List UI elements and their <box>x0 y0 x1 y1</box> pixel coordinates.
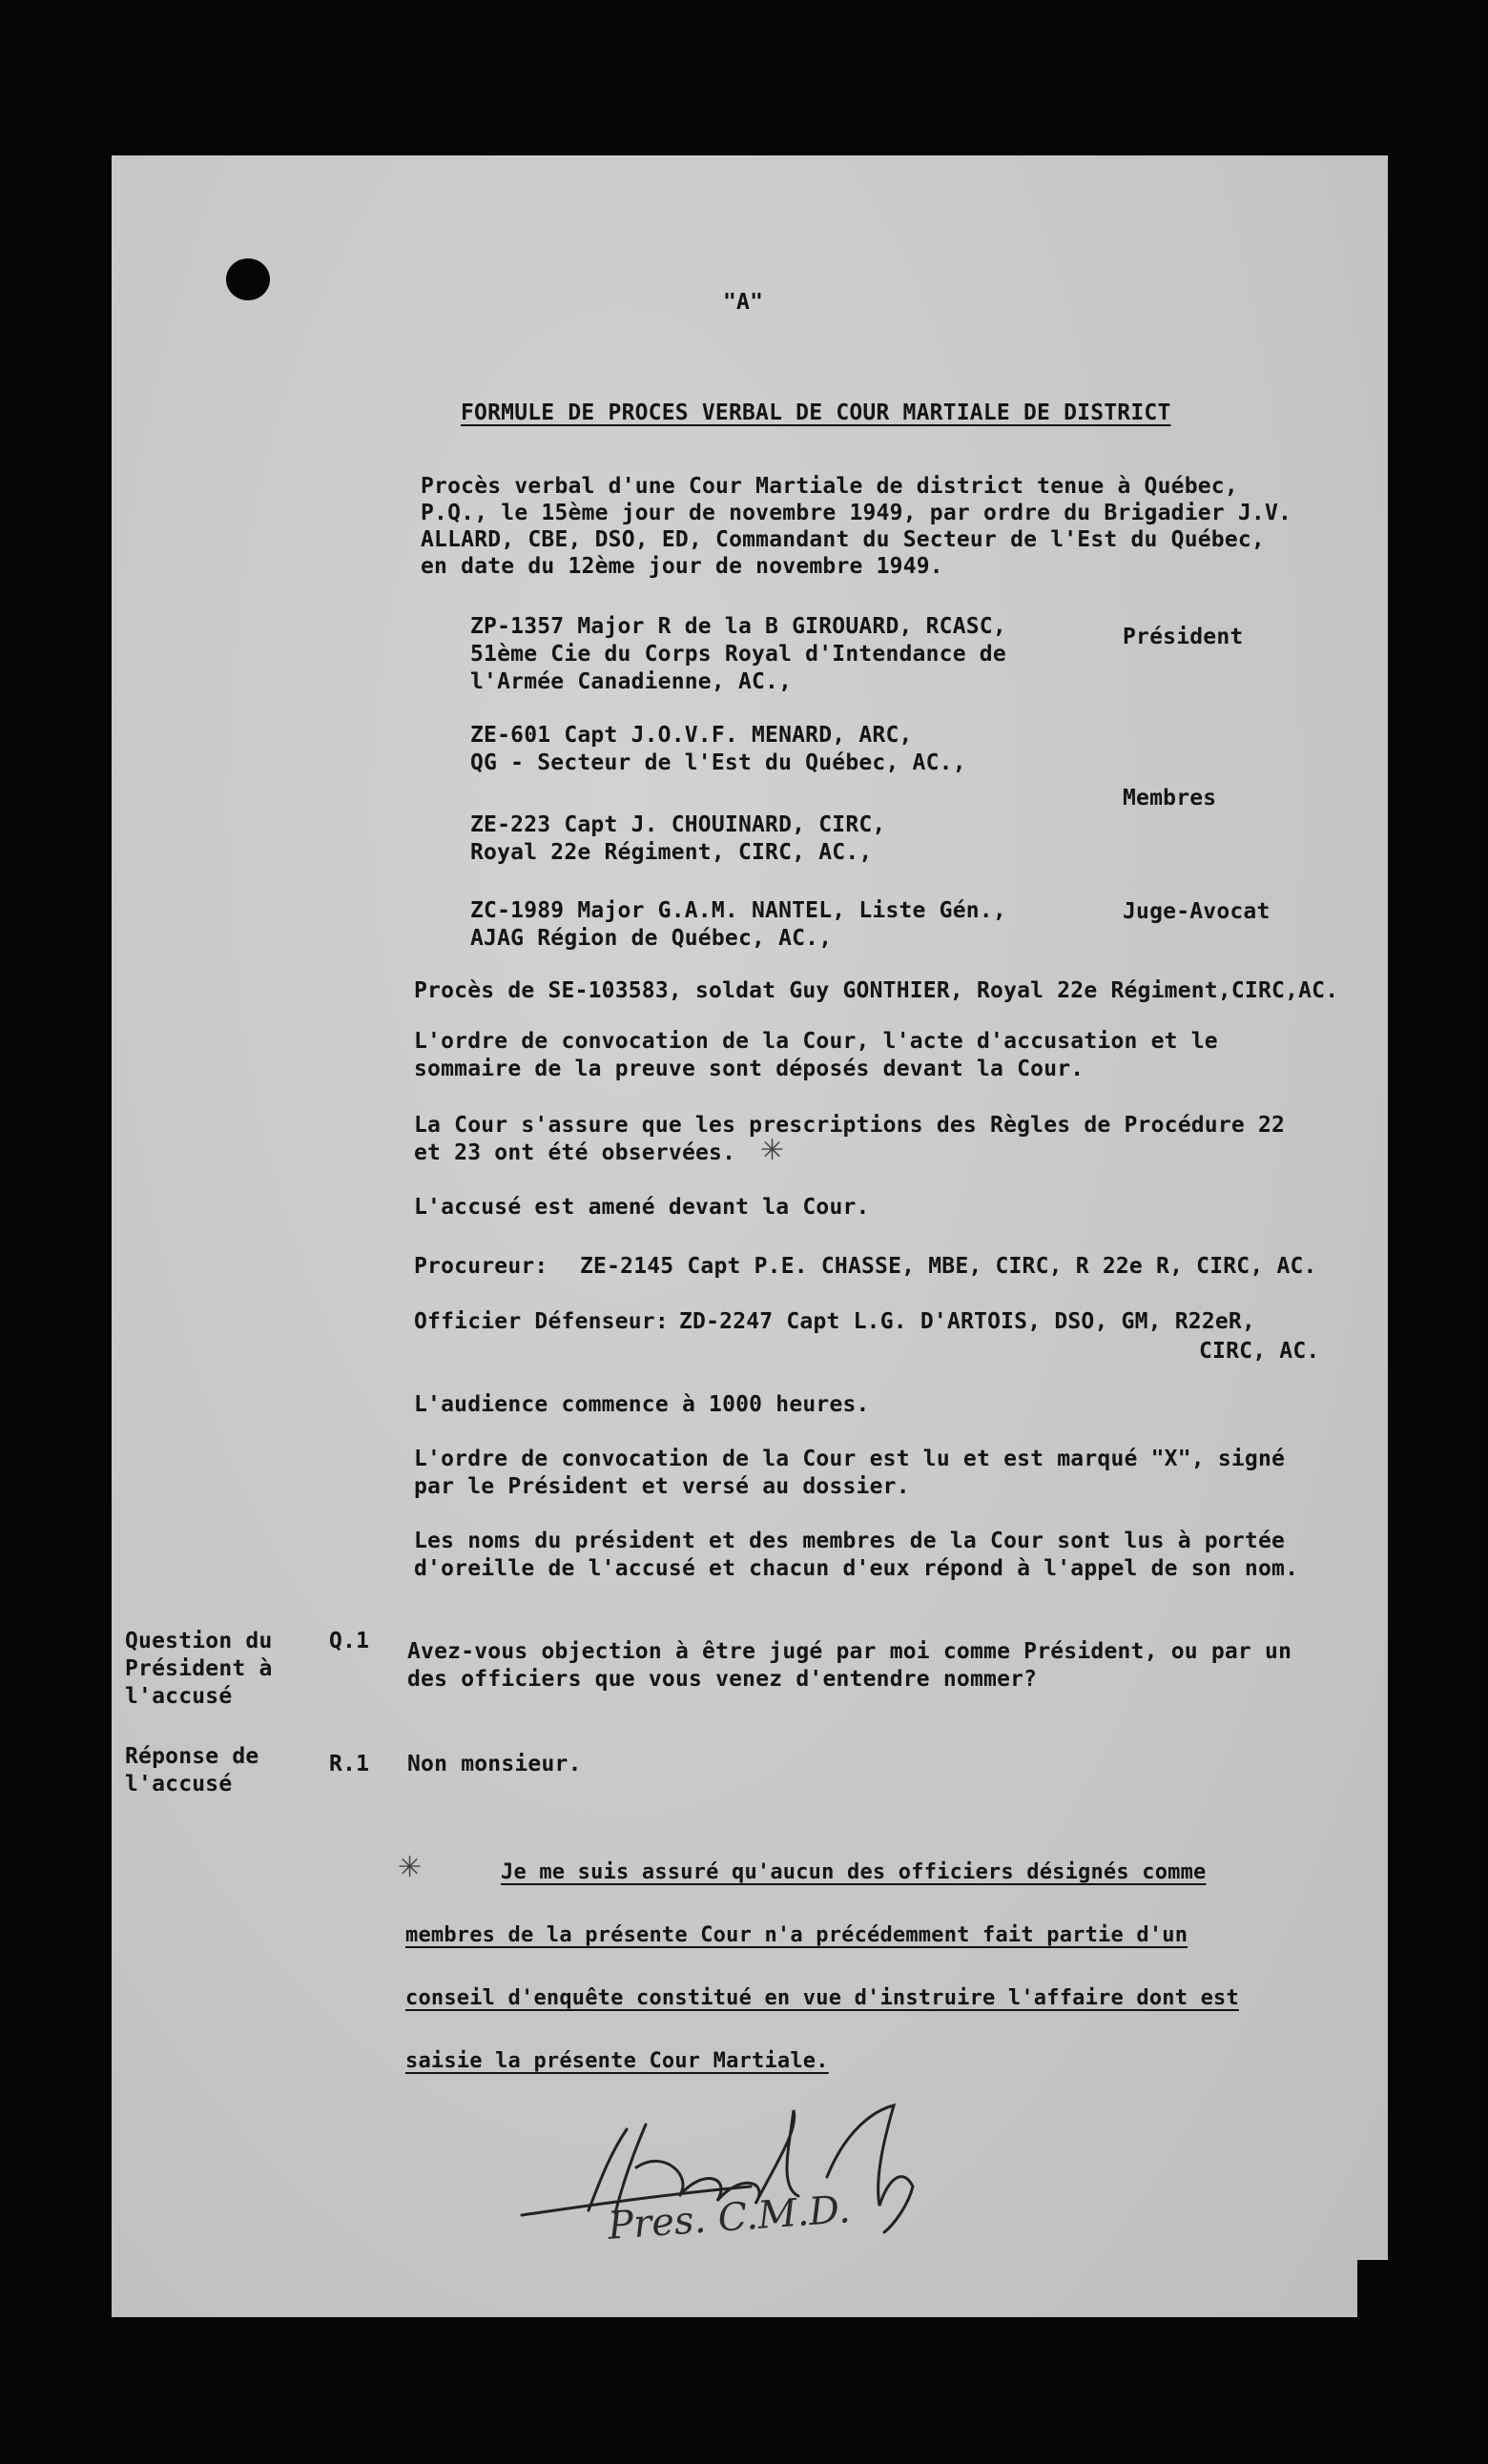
member-1-line-2: 51ème Cie du Corps Royal d'Intendance de <box>470 642 1006 667</box>
document-page <box>112 155 1388 2317</box>
footnote-line-4: saisie la présente Cour Martiale. <box>405 2049 829 2073</box>
member-1-line-1: ZP-1357 Major R de la B GIROUARD, RCASC, <box>470 614 1006 639</box>
intro-line-4: en date du 12ème jour de novembre 1949. <box>421 554 943 579</box>
names-read-line-2: d'oreille de l'accusé et chacun d'eux répond à l'appel de son nom. <box>414 1556 1299 1581</box>
footnote-asterisk: ✳ <box>398 1851 423 1884</box>
asterisk-mark: ✳ <box>760 1134 785 1167</box>
question-label-3: l'accusé <box>125 1684 233 1709</box>
assurance-line-1: La Cour s'assure que les prescriptions des Règles de Procédure 22 <box>414 1113 1286 1138</box>
order-read-line-1: L'ordre de convocation de la Cour est lu et est marqué "X", signé <box>414 1447 1286 1471</box>
signature-note: Pres. C.M.D. <box>606 2187 852 2248</box>
question-text-2: des officiers que vous venez d'entendre nommer? <box>407 1667 1038 1692</box>
member-3-line-1: ZE-223 Capt J. CHOUINARD, CIRC, <box>470 812 886 837</box>
assurance-line-2: et 23 ont été observées. <box>414 1140 736 1165</box>
defender-line-1: ZD-2247 Capt L.G. D'ARTOIS, DSO, GM, R22eR, <box>679 1309 1256 1334</box>
footnote-line-3: conseil d'enquête constitué en vue d'instruire l'affaire dont est <box>405 1986 1239 2010</box>
member-1-line-3: l'Armée Canadienne, AC., <box>470 669 793 694</box>
role-judge-advocate: Juge-Avocat <box>1123 899 1271 924</box>
question-label-1: Question du <box>125 1629 273 1653</box>
question-text-1: Avez-vous objection à être jugé par moi comme Président, ou par un <box>407 1639 1292 1664</box>
footnote-line-2: membres de la présente Cour n'a précédemment fait partie d'un <box>405 1923 1188 1947</box>
answer-code: R.1 <box>329 1752 370 1776</box>
member-2-line-2: QG - Secteur de l'Est du Québec, AC., <box>470 750 966 775</box>
page-title: FORMULE DE PROCES VERBAL DE COUR MARTIALE DE DISTRICT <box>461 400 1171 425</box>
role-president: Président <box>1123 625 1244 649</box>
answer-label-2: l'accusé <box>125 1772 233 1797</box>
role-members: Membres <box>1123 786 1217 811</box>
punch-hole <box>226 258 270 300</box>
intro-line-3: ALLARD, CBE, DSO, ED, Commandant du Secteur de l'Est du Québec, <box>421 527 1265 552</box>
defender-label: Officier Défenseur: <box>414 1309 669 1334</box>
prosecutor-label: Procureur: <box>414 1254 548 1279</box>
names-read-line-1: Les noms du président et des membres de la Cour sont lus à portée <box>414 1529 1286 1553</box>
intro-line-2: P.Q., le 15ème jour de novembre 1949, par ordre du Brigadier J.V. <box>421 501 1292 525</box>
member-3-line-2: Royal 22e Régiment, CIRC, AC., <box>470 840 873 865</box>
order-read-line-2: par le Président et versé au dossier. <box>414 1474 910 1499</box>
member-4-line-1: ZC-1989 Major G.A.M. NANTEL, Liste Gén., <box>470 898 1006 923</box>
member-2-line-1: ZE-601 Capt J.O.V.F. MENARD, ARC, <box>470 723 913 748</box>
intro-line-1: Procès verbal d'une Cour Martiale de district tenue à Québec, <box>421 474 1238 499</box>
trial-of: Procès de SE-103583, soldat Guy GONTHIER, Royal 22e Régiment,CIRC,AC. <box>414 978 1339 1003</box>
member-4-line-2: AJAG Région de Québec, AC., <box>470 926 833 951</box>
footnote-line-1: Je me suis assuré qu'aucun des officiers désignés comme <box>501 1860 1207 1884</box>
defender-line-2: CIRC, AC. <box>1199 1339 1320 1364</box>
annex-marker: "A" <box>723 290 764 315</box>
page-corner-shadow <box>1357 2260 1388 2317</box>
question-code: Q.1 <box>329 1629 370 1653</box>
question-label-2: Président à <box>125 1656 273 1681</box>
answer-label-1: Réponse de <box>125 1744 259 1769</box>
hearing-start: L'audience commence à 1000 heures. <box>414 1392 870 1417</box>
answer-text: Non monsieur. <box>407 1752 582 1776</box>
convocation-line-1: L'ordre de convocation de la Cour, l'acte d'accusation et le <box>414 1029 1218 1054</box>
accused-brought: L'accusé est amené devant la Cour. <box>414 1195 870 1220</box>
convocation-line-2: sommaire de la preuve sont déposés devant la Cour. <box>414 1057 1085 1081</box>
prosecutor: ZE-2145 Capt P.E. CHASSE, MBE, CIRC, R 22e R, CIRC, AC. <box>580 1254 1317 1279</box>
